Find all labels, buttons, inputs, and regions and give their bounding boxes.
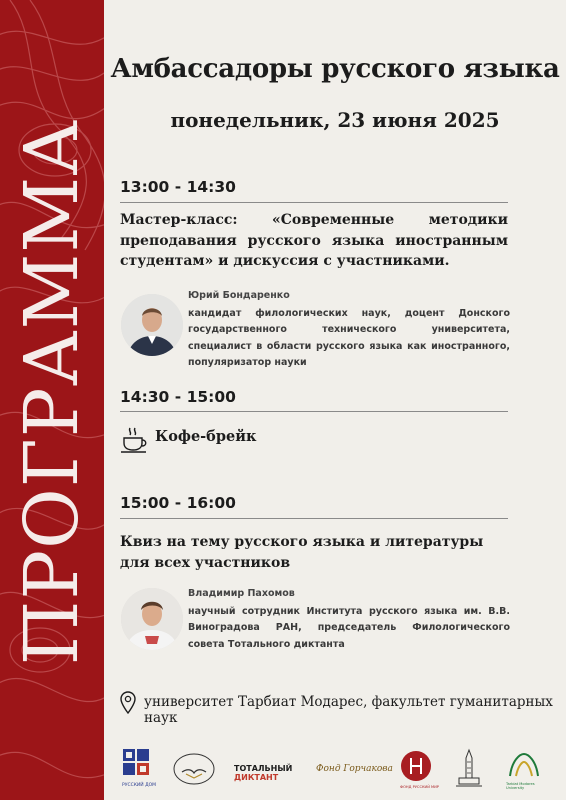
speaker-avatar [121, 294, 183, 356]
tower-emblem-logo [454, 748, 484, 792]
russkiy-mir-icon [400, 750, 432, 782]
session-title: Квиз на тему русского языка и литературы для всех участников [120, 534, 484, 571]
tarbiat-modares-logo [506, 750, 550, 790]
russkiy-dom-text: РУССКИЙ ДОМ [122, 783, 157, 788]
fond-gorchakova-text: Фонд Горчакова [316, 764, 393, 774]
session-title: Мастер-класс: «Современные методики преподавания русского языка иностранным студентам» и дискуссия с участниками. [120, 212, 508, 269]
speaker-name: Юрий Бондаренко [188, 290, 290, 301]
event-location: университет Тарбиат Модарес, факультет гуманитарных наук [144, 694, 553, 726]
slot-time: 14:30 - 15:00 [120, 388, 236, 406]
divider [120, 411, 508, 412]
speaker-name: Владимир Пахомов [188, 588, 295, 599]
speaker-photo-icon [121, 588, 183, 650]
speaker-info [188, 586, 510, 653]
book-emblem-icon [172, 752, 216, 786]
speaker-bio: кандидат филологических наук, доцент Донского государственного технического университета, специалист в области русского языка как иностранного, популяризатор науки [188, 307, 510, 368]
program-sidebar [0, 0, 104, 800]
partner-logos [112, 748, 562, 796]
divider [120, 202, 508, 203]
speaker-avatar [121, 588, 183, 650]
location-pin-icon [119, 690, 137, 714]
slot-time: 13:00 - 14:30 [120, 178, 236, 196]
russkiy-mir-logo [400, 750, 439, 789]
divider [120, 518, 508, 519]
speaker-info [188, 288, 510, 372]
page-title: Амбассадоры русского языка [110, 54, 560, 84]
speaker-bio: научный сотрудник Института русского языка им. В.В. Виноградова РАН, председатель Филологического совета Тотального диктанта [188, 605, 510, 650]
tarbiat-modares-icon [506, 750, 542, 778]
program-vertical-title: ПРОГРАММА [9, 118, 95, 666]
coffee-cup-icon [120, 426, 150, 454]
tarbiat-text: Tarbiat Modares University [506, 782, 535, 790]
event-date: понедельник, 23 июня 2025 [170, 108, 500, 132]
university-emblem-logo [172, 752, 216, 790]
fond-gorchakova-logo [316, 764, 393, 774]
session-title: Кофе-брейк [155, 428, 257, 445]
slot-time: 15:00 - 16:00 [120, 494, 236, 512]
speaker-photo-icon [121, 294, 183, 356]
totalny-text: ТОТАЛЬНЫЙ [234, 764, 293, 773]
russkiy-dom-logo [122, 748, 156, 788]
russkiy-dom-icon [122, 748, 150, 782]
diktant-text: ДИКТАНТ [234, 773, 279, 782]
tower-icon [454, 748, 484, 788]
totalny-diktant-logo [234, 764, 292, 782]
russkiy-mir-text: ФОНД РУССКИЙ МИР [400, 785, 439, 789]
